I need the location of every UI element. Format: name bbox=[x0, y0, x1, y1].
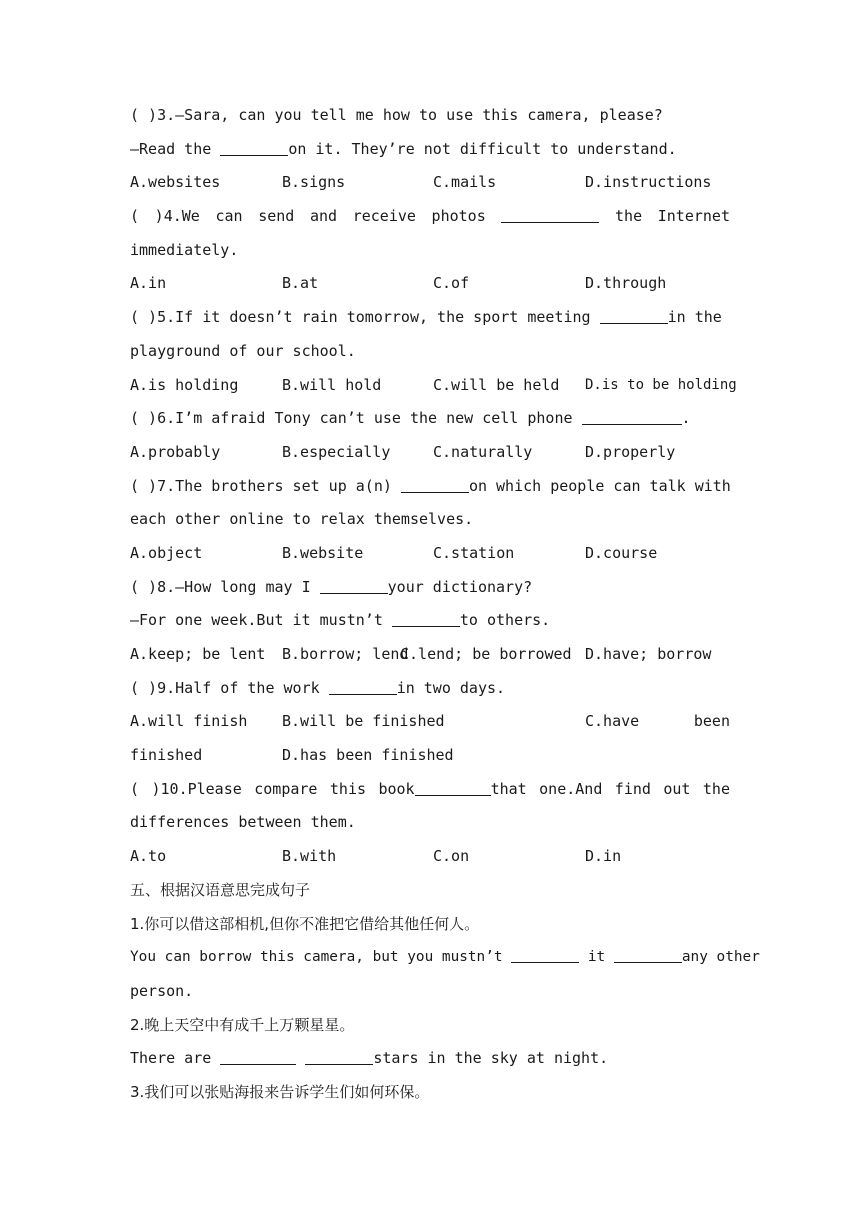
q7-option-d: D.course bbox=[585, 543, 658, 562]
q5-option-c: C.will be held bbox=[433, 375, 560, 394]
q10-option-a: A.to bbox=[130, 847, 167, 866]
q7-option-a: A.object bbox=[130, 543, 203, 562]
q3-stem: ( )3.—Sara, can you tell me how to use this camera, please? bbox=[130, 106, 663, 124]
q6-blank bbox=[582, 409, 682, 425]
q6-option-a: A.probably bbox=[130, 442, 221, 461]
q8-option-a: A.keep; be lent bbox=[130, 645, 266, 663]
q8-blank-1 bbox=[320, 578, 388, 594]
q6-option-d: D.properly bbox=[585, 442, 676, 461]
s1-english: You can borrow this camera, but you mustn’t it any other bbox=[130, 949, 760, 966]
q7-blank bbox=[401, 477, 469, 493]
q7-options bbox=[130, 537, 730, 571]
q9-option-c-end: finished bbox=[130, 746, 203, 765]
q6-option-c: C.naturally bbox=[433, 442, 533, 461]
q8-option-b: B.borrow; lend bbox=[282, 645, 409, 663]
s2-blank-1 bbox=[220, 1049, 296, 1065]
q8-option-c: C.lend; be borrowed bbox=[400, 645, 572, 663]
q5-option-d: D.is to be holding bbox=[585, 376, 737, 393]
q3-blank bbox=[220, 140, 288, 156]
q8-reply: —For one week.But it mustn’t to others. bbox=[130, 611, 551, 630]
q4-stem: ( )4.We can send and receive photos the Internet bbox=[130, 207, 730, 226]
q9-options-cont bbox=[130, 739, 730, 773]
q7-option-c: C.station bbox=[433, 543, 515, 562]
q9-stem: ( )9.Half of the work in two days. bbox=[130, 678, 506, 697]
s1-chinese: 1.你可以借这部相机,但你不准把它借给其他任何人。 bbox=[130, 914, 480, 933]
q4-options bbox=[130, 267, 730, 301]
q3-option-a: A.websites bbox=[130, 173, 221, 192]
q7-option-b: B.website bbox=[282, 543, 364, 562]
q5-option-a: A.is holding bbox=[130, 375, 239, 394]
q3-reply: —Read the on it. They’re not difficult to understand. bbox=[130, 139, 677, 158]
q3-option-b: B.signs bbox=[282, 173, 346, 192]
q4-option-c: C.of bbox=[433, 274, 470, 293]
q4-stem-cont: immediately. bbox=[130, 240, 239, 259]
q6-options bbox=[130, 436, 730, 470]
q9-option-a: A.will finish bbox=[130, 712, 248, 731]
q4-option-a: A.in bbox=[130, 274, 167, 293]
q10-stem-cont: differences between them. bbox=[130, 813, 356, 832]
worksheet-page bbox=[130, 99, 760, 1110]
q4-option-b: B.at bbox=[282, 274, 319, 293]
section5-title: 五、根据汉语意思完成句子 bbox=[130, 880, 311, 899]
s3-chinese: 3.我们可以张贴海报来告诉学生们如何环保。 bbox=[130, 1082, 430, 1101]
q7-stem-cont: each other online to relax themselves. bbox=[130, 510, 474, 529]
q8-blank-2 bbox=[392, 611, 460, 627]
q10-options bbox=[130, 840, 730, 874]
q10-option-d: D.in bbox=[585, 847, 622, 866]
q5-option-b: B.will hold bbox=[282, 375, 382, 394]
q10-stem: ( )10.Please compare this book that one.And find out the bbox=[130, 779, 730, 798]
q9-blank bbox=[329, 679, 397, 695]
s1-english-cont: person. bbox=[130, 981, 194, 1000]
q9-option-c-cont: been bbox=[693, 712, 730, 731]
q3-option-d: D.instructions bbox=[585, 173, 712, 192]
q5-stem-cont: playground of our school. bbox=[130, 341, 356, 360]
q4-option-d: D.through bbox=[585, 274, 667, 293]
s1-blank-1 bbox=[511, 948, 579, 963]
q8-option-d: D.have; borrow bbox=[585, 645, 712, 663]
q10-option-b: B.with bbox=[282, 847, 337, 866]
q9-options bbox=[130, 705, 730, 739]
q6-stem: ( )6.I’m afraid Tony can’t use the new cell phone . bbox=[130, 409, 691, 428]
q9-option-b: B.will be finished bbox=[282, 712, 445, 731]
q9-option-c: C.have bbox=[585, 712, 640, 731]
s2-blank-2 bbox=[305, 1049, 373, 1065]
q8-options bbox=[130, 638, 730, 672]
q4-blank bbox=[501, 207, 599, 223]
q10-option-c: C.on bbox=[433, 847, 470, 866]
q5-blank bbox=[600, 308, 668, 324]
q6-option-b: B.especially bbox=[282, 442, 391, 461]
q3-options bbox=[130, 166, 730, 200]
s2-english: There are stars in the sky at night. bbox=[130, 1049, 609, 1068]
q3-option-c: C.mails bbox=[433, 173, 497, 192]
q10-blank bbox=[415, 780, 491, 796]
q9-option-d: D.has been finished bbox=[282, 746, 454, 765]
q7-stem: ( )7.The brothers set up a(n) on which people can talk with bbox=[130, 476, 731, 495]
q5-stem: ( )5.If it doesn’t rain tomorrow, the sport meeting in the bbox=[130, 308, 722, 327]
s2-chinese: 2.晚上天空中有成千上万颗星星。 bbox=[130, 1015, 355, 1034]
q8-stem: ( )8.—How long may I your dictionary? bbox=[130, 577, 533, 596]
q5-options bbox=[130, 369, 737, 403]
s1-blank-2 bbox=[614, 948, 682, 963]
